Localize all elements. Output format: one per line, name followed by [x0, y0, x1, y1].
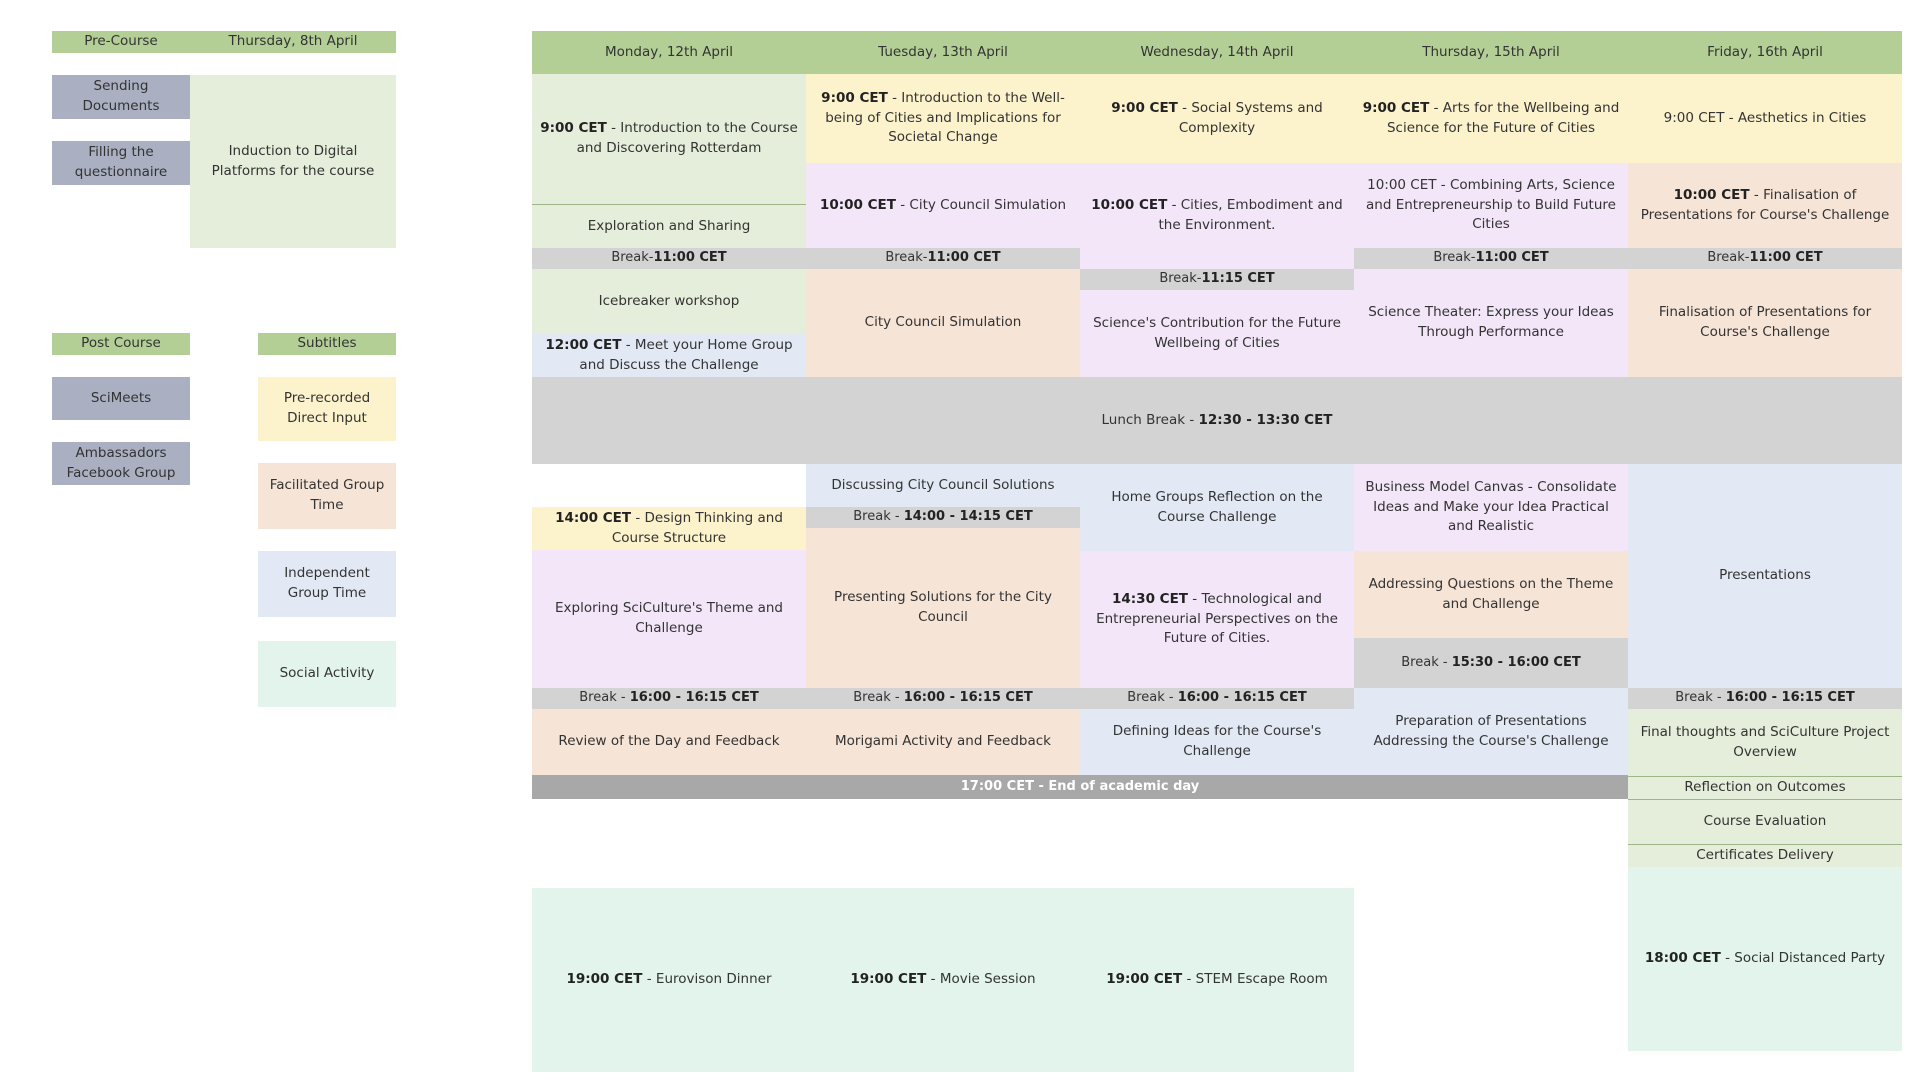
thursday-break-mid: Break - 15:30 - 16:00 CET [1354, 638, 1628, 688]
monday-home-group: 12:00 CET - Meet your Home Group and Discuss the Challenge [532, 334, 806, 377]
tuesday-morigami: Morigami Activity and Feedback [806, 709, 1080, 775]
scimeets-cell: SciMeets [52, 377, 190, 420]
sending-documents-cell: Sending Documents [52, 75, 190, 119]
wednesday-escape-room: 19:00 CET - STEM Escape Room [1106, 971, 1328, 988]
ambassadors-cell: Ambassadors Facebook Group [52, 442, 190, 485]
tuesday-movie: 19:00 CET - Movie Session [850, 971, 1036, 988]
evening-social-block [532, 888, 1354, 1072]
friday-finalisation: Finalisation of Presentations for Course's Challenge [1628, 269, 1902, 377]
monday-exploring-theme: Exploring SciCulture's Theme and Challenge [532, 550, 806, 688]
thursday-arts: 9:00 CET - Arts for the Wellbeing and Science for the Future of Cities [1354, 74, 1628, 163]
tuesday-presenting: Presenting Solutions for the City Council [806, 528, 1080, 688]
friday-final-thoughts: Final thoughts and SciCulture Project Overview [1628, 709, 1902, 776]
friday-finalisation-intro: 10:00 CET - Finalisation of Presentations for Course's Challenge [1628, 163, 1902, 248]
wednesday-home-groups: Home Groups Reflection on the Course Challenge [1080, 464, 1354, 551]
monday-break-1: Break-11:00 CET [532, 248, 806, 269]
thursday-business-model: Business Model Canvas - Consolidate Ideas and Make your Idea Practical and Realistic [1354, 464, 1628, 551]
monday-icebreaker: Icebreaker workshop [532, 269, 806, 334]
tuesday-discussing: Discussing City Council Solutions [806, 464, 1080, 507]
friday-aesthetics: 9:00 CET - Aesthetics in Cities [1628, 74, 1902, 163]
tuesday-council-simulation: City Council Simulation [806, 269, 1080, 377]
friday-break-2: Break - 16:00 - 16:15 CET [1628, 688, 1902, 709]
wednesday-defining-ideas: Defining Ideas for the Course's Challenge [1080, 709, 1354, 775]
legend-pre-recorded: Pre-recorded Direct Input [258, 377, 396, 441]
thursday-preparation: Preparation of Presentations Addressing the Course's Challenge [1354, 688, 1628, 775]
filling-questionnaire-cell: Filling the questionnaire [52, 141, 190, 185]
friday-certificates: Certificates Delivery [1628, 845, 1902, 867]
friday-party: 18:00 CET - Social Distanced Party [1628, 867, 1902, 1051]
friday-reflection: Reflection on Outcomes [1628, 777, 1902, 799]
legend-independent: Independent Group Time [258, 551, 396, 617]
end-of-day-bar: 17:00 CET - End of academic day [532, 775, 1628, 799]
pre-course-day-header: Thursday, 8th April [190, 31, 396, 53]
tuesday-break-2: Break - 16:00 - 16:15 CET [806, 688, 1080, 709]
pre-course-header: Pre-Course [52, 31, 190, 53]
lunch-break: Lunch Break - 12:30 - 13:30 CET [532, 377, 1902, 464]
monday-intro: 9:00 CET - Introduction to the Course and Discovering Rotterdam [532, 74, 806, 204]
thursday-combining: 10:00 CET - Combining Arts, Science and Entrepreneurship to Build Future Cities [1354, 163, 1628, 248]
day-header-tuesday: Tuesday, 13th April [806, 31, 1080, 74]
legend-social: Social Activity [258, 641, 396, 707]
day-header-thursday: Thursday, 15th April [1354, 31, 1628, 74]
legend-facilitated: Facilitated Group Time [258, 463, 396, 529]
subtitles-header: Subtitles [258, 333, 396, 355]
thursday-break-1: Break-11:00 CET [1354, 248, 1628, 269]
friday-presentations: Presentations [1628, 464, 1902, 688]
induction-cell: Induction to Digital Platforms for the course [190, 75, 396, 248]
monday-exploration: Exploration and Sharing [532, 205, 806, 248]
wednesday-science-contribution: Science's Contribution for the Future Wellbeing of Cities [1080, 290, 1354, 377]
thursday-addressing-questions: Addressing Questions on the Theme and Challenge [1354, 551, 1628, 638]
wednesday-break-1: Break-11:15 CET [1080, 269, 1354, 290]
post-course-header: Post Course [52, 333, 190, 355]
monday-dinner: 19:00 CET - Eurovison Dinner [566, 971, 772, 988]
tuesday-break-mid: Break - 14:00 - 14:15 CET [806, 507, 1080, 528]
wednesday-break-2: Break - 16:00 - 16:15 CET [1080, 688, 1354, 709]
thursday-science-theater: Science Theater: Express your Ideas Through Performance [1354, 269, 1628, 377]
tuesday-council-intro: 10:00 CET - City Council Simulation [806, 163, 1080, 248]
wednesday-technological: 14:30 CET - Technological and Entrepreneurial Perspectives on the Future of Cities. [1080, 551, 1354, 688]
tuesday-break-1: Break-11:00 CET [806, 248, 1080, 269]
day-header-wednesday: Wednesday, 14th April [1080, 31, 1354, 74]
monday-design-thinking: 14:00 CET - Design Thinking and Course Structure [532, 507, 806, 550]
wednesday-social-systems: 9:00 CET - Social Systems and Complexity [1080, 74, 1354, 163]
monday-review: Review of the Day and Feedback [532, 709, 806, 775]
monday-break-2: Break - 16:00 - 16:15 CET [532, 688, 806, 709]
day-header-monday: Monday, 12th April [532, 31, 806, 74]
tuesday-intro: 9:00 CET - Introduction to the Well-being of Cities and Implications for Societal Change [806, 74, 1080, 163]
day-header-friday: Friday, 16th April [1628, 31, 1902, 74]
friday-break-1: Break-11:00 CET [1628, 248, 1902, 269]
wednesday-cities-embodiment: 10:00 CET - Cities, Embodiment and the Environment. [1080, 163, 1354, 269]
friday-evaluation: Course Evaluation [1628, 800, 1902, 844]
